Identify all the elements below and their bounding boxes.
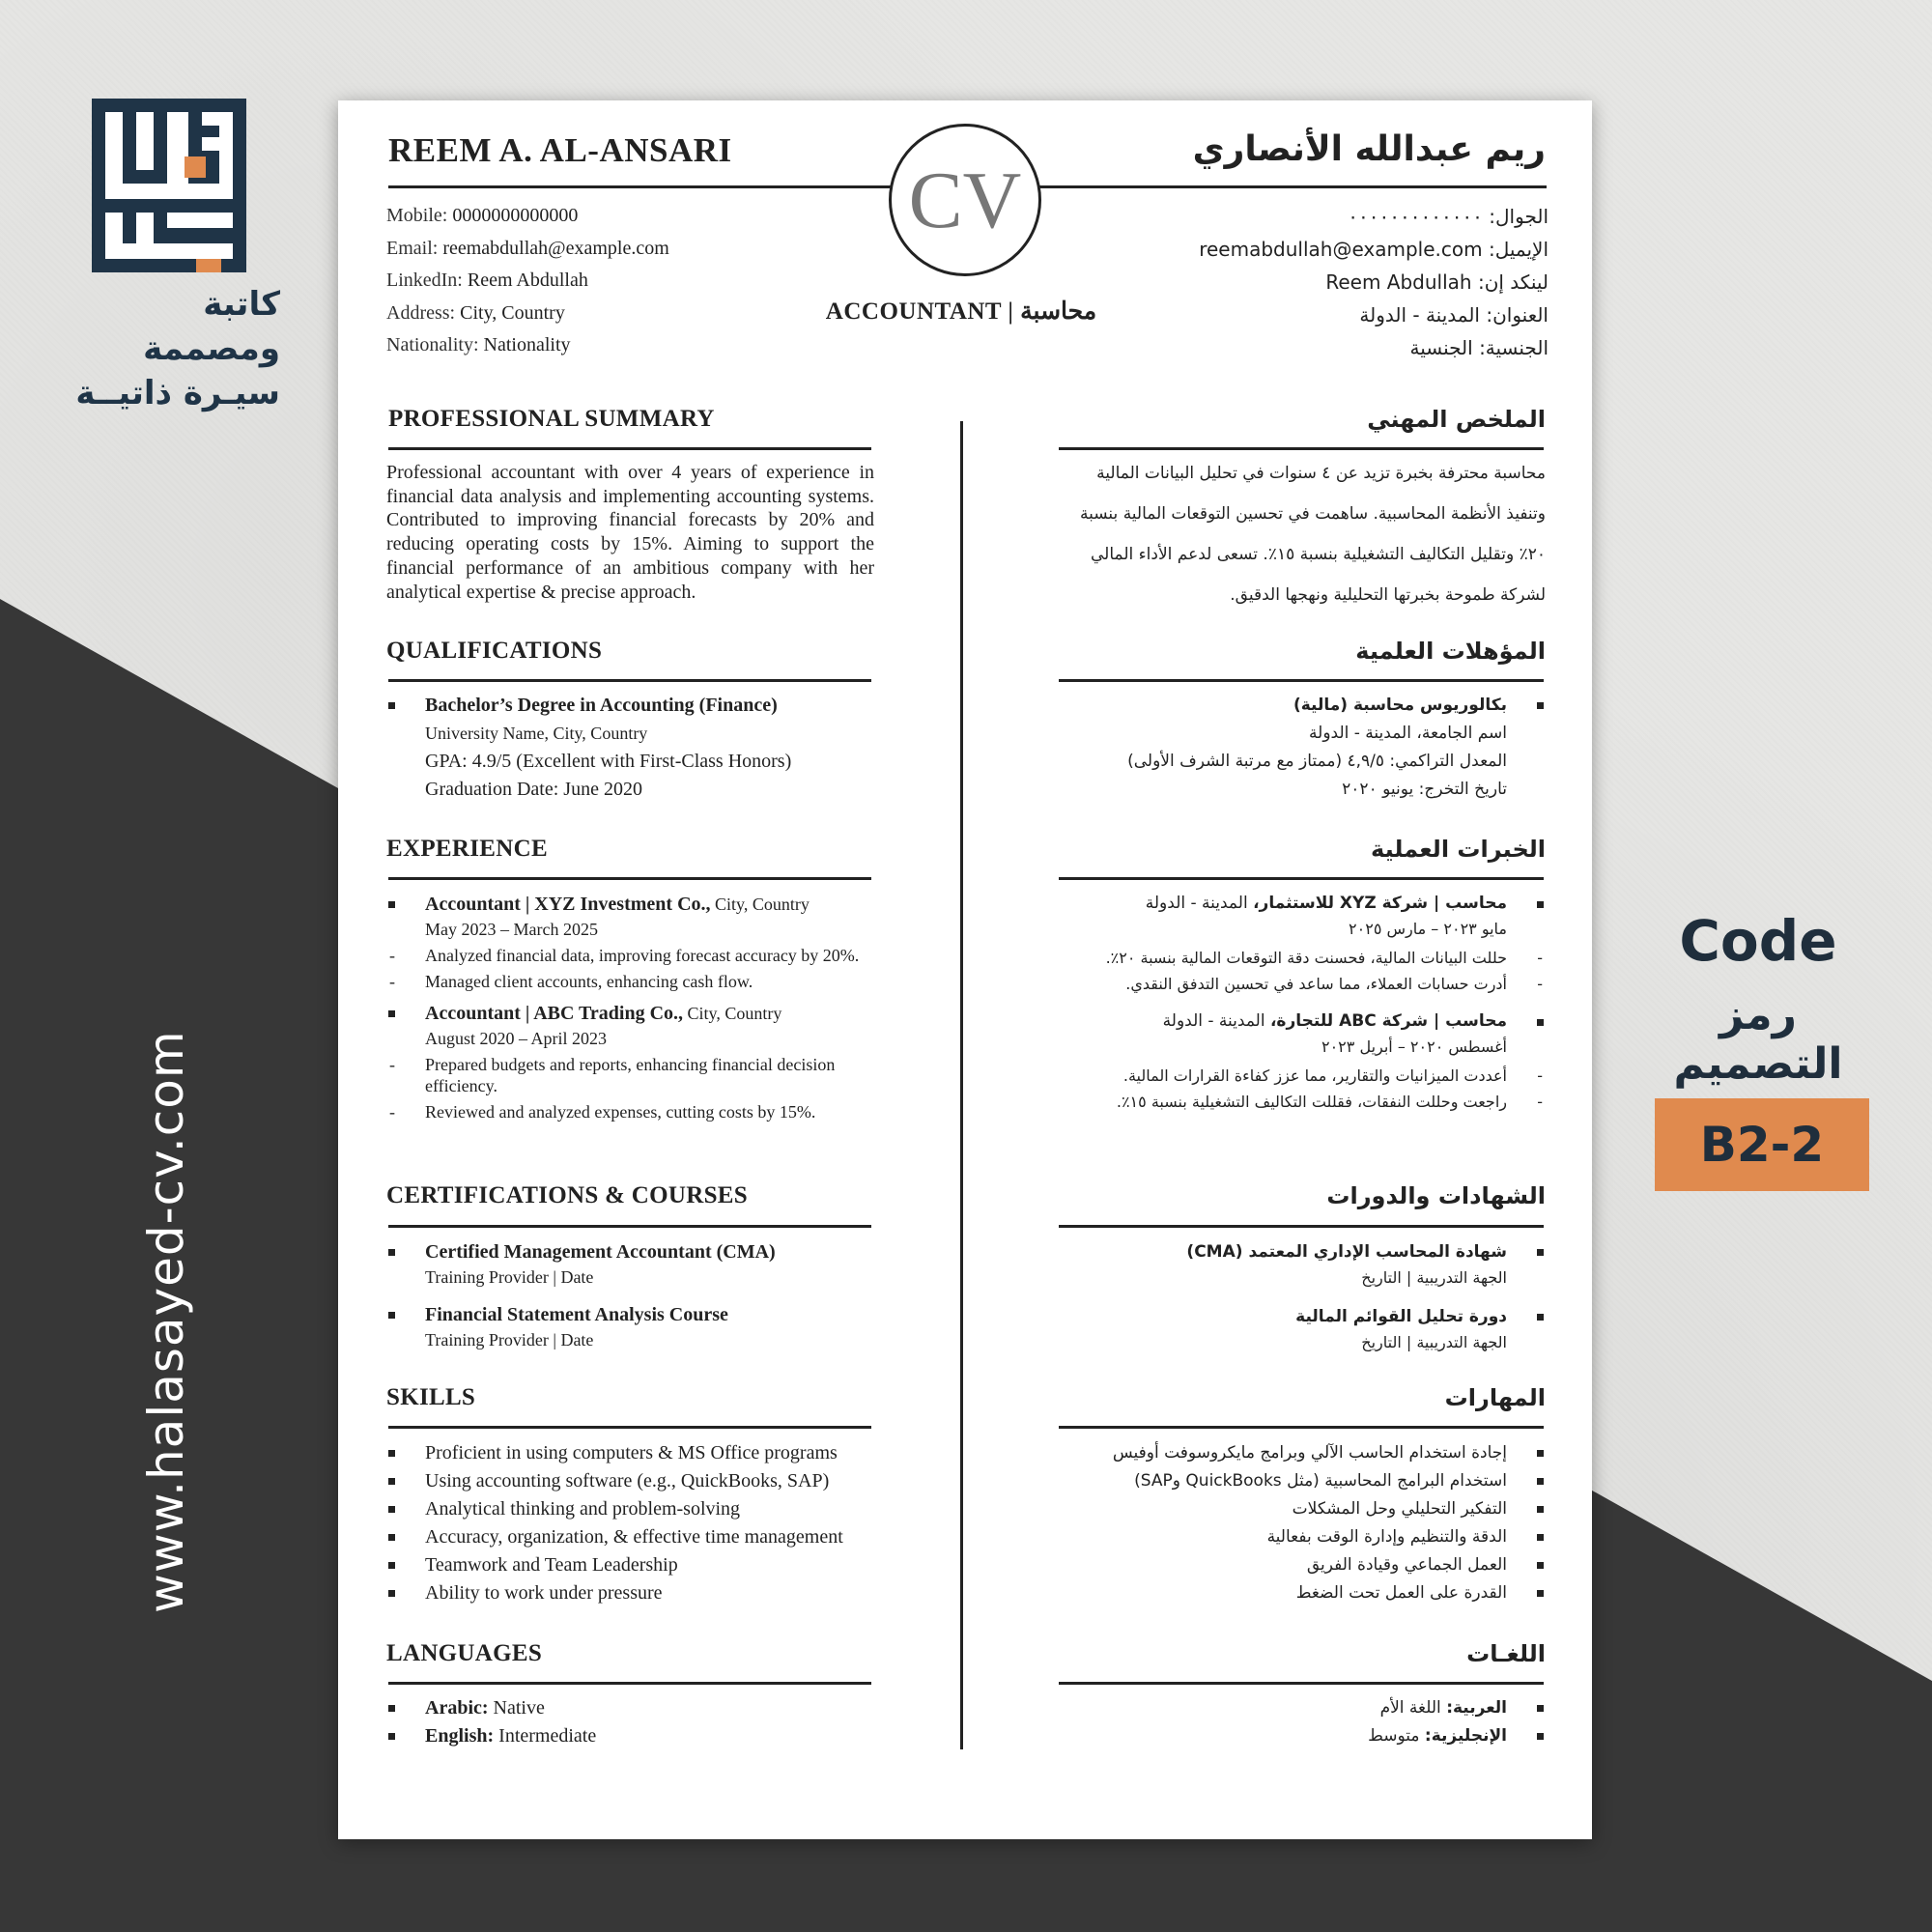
experience-detail: - Analyzed financial data, improving forecast accuracy by 20%. [386,945,874,966]
skill-item-ar: الدقة والتنظيم وإدارة الوقت بفعالية [1053,1523,1546,1551]
section-rule [388,447,871,450]
header-rule-left [388,185,939,188]
qualification-gpa-ar: المعدل التراكمي: ٤,٩/٥ (ممتاز مع مرتبة الشرف الأولى) [1127,752,1507,771]
experience-dates: May 2023 – March 2025 [425,920,598,939]
experience-dates-ar: أغسطس ٢٠٢٠ – أبريل ٢٠٢٣ [1321,1037,1507,1056]
section-title-summary-ar: الملخص المهني [1367,406,1546,433]
section-title-qualifications: QUALIFICATIONS [386,638,603,664]
languages-list [386,1694,874,1750]
skill-item: Accuracy, organization, & effective time management [386,1523,874,1551]
qualifications-block [386,692,874,804]
website-url: www.halasayed-cv.com [138,1030,194,1613]
skill-item: Analytical thinking and problem-solving [386,1495,874,1523]
summary-text-ar: محاسبة محترفة بخبرة تزيد عن ٤ سنوات في تحليل البيانات المالية وتنفيذ الأنظمة المحاسبية. ساهمت في تحسين التوقعات المالية بنسبة ٢٠٪ وتقليل التكاليف التشغيلية بنسبة ١٥٪. تسعى لدعم الأداء المالي لشركة طموحة بخبرتها التحليلية ونهجها الدقيق. [1080,464,1546,605]
qualification-degree: Bachelor’s Degree in Accounting (Finance) [386,692,874,720]
experience-detail: - Reviewed and analyzed expenses, cutting costs by 15%. [386,1101,874,1122]
experience-detail: - Prepared budgets and reports, enhancing financial decision efficiency. [386,1054,874,1096]
skill-item: Teamwork and Team Leadership [386,1551,874,1579]
experience-dates-ar: مايو ٢٠٢٣ – مارس ٢٠٢٥ [1349,920,1507,938]
brand-tagline-line2: سيـرة ذاتيــة [75,374,280,412]
section-title-summary: PROFESSIONAL SUMMARY [388,406,715,432]
certification-item: Financial Statement Analysis Course [386,1301,874,1329]
section-title-experience-ar: الخبرات العملية [1371,836,1546,863]
experience-block [386,891,874,1122]
contact-line: Mobile: 0000000000000 [386,205,579,226]
certifications-block [386,1238,874,1350]
skills-list [386,1439,874,1607]
experience-detail-ar: - راجعت وحللت النفقات، فقللت التكاليف التشغيلية بنسبة ١٥٪. [1053,1092,1546,1113]
qualification-graduation-ar: تاريخ التخرج: يونيو ٢٠٢٠ [1342,780,1507,799]
skill-item-ar: العمل الجماعي وقيادة الفريق [1053,1551,1546,1579]
skill-item-ar: التفكير التحليلي وحل المشكلات [1053,1495,1546,1523]
name-arabic: ريم عبدالله الأنصاري [1192,129,1546,169]
certification-provider-ar: الجهة التدريبية | التاريخ [1361,1268,1507,1287]
skill-item: Ability to work under pressure [386,1579,874,1607]
contact-line: لينكد إن: Reem Abdullah [1325,270,1548,294]
section-title-skills: SKILLS [386,1384,476,1410]
brand-logo [92,99,246,272]
experience-detail-ar: - أعددت الميزانيات والتقارير، مما عزز كفاءة القرارات المالية. [1053,1065,1546,1087]
contact-line: Nationality: Nationality [386,334,571,355]
column-divider [960,421,963,1749]
job-title: ACCOUNTANT | محاسبة [825,298,1097,325]
skill-item: Using accounting software (e.g., QuickBooks, SAP) [386,1467,874,1495]
section-title-skills-ar: المهارات [1444,1384,1546,1411]
qualification-graduation: Graduation Date: June 2020 [425,779,642,800]
name-english: REEM A. AL-ANSARI [388,131,732,169]
skill-item: Proficient in using computers & MS Office programs [386,1439,874,1467]
experience-item-ar: محاسب | شركة XYZ للاستثمار، المدينة - الدولة [1053,891,1546,916]
code-label: Code [1679,908,1837,974]
language-item-ar: الإنجليزية: متوسط [1053,1722,1546,1750]
experience-item-ar: محاسب | شركة ABC للتجارة، المدينة - الدولة [1053,1009,1546,1034]
experience-detail: - Managed client accounts, enhancing cash flow. [386,971,874,992]
section-rule [1059,1426,1544,1429]
section-rule [388,1682,871,1685]
section-title-qualifications-ar: المؤهلات العلمية [1355,638,1546,665]
section-rule [1059,447,1544,450]
contact-line: Address: City, Country [386,301,565,324]
skill-item-ar: إجادة استخدام الحاسب الآلي وبرامج مايكروسوفت أوفيس [1053,1439,1546,1467]
certification-provider: Training Provider | Date [425,1330,594,1350]
certification-item-ar: شهادة المحاسب الإداري المعتمد (CMA) [1053,1238,1546,1266]
qualifications-block-ar [1053,692,1546,804]
contact-english [386,200,669,362]
qualification-gpa: GPA: 4.9/5 (Excellent with First-Class Honors) [425,751,792,772]
contact-line: Email: reemabdullah@example.com [386,237,669,259]
qualification-university: University Name, City, Country [425,724,648,743]
section-rule [388,679,871,682]
language-item-ar: العربية: اللغة الأم [1053,1694,1546,1722]
section-rule [388,877,871,880]
qualification-degree-ar: بكالوريوس محاسبة (مالية) [1053,692,1546,720]
section-rule [1059,1682,1544,1685]
skill-item-ar: القدرة على العمل تحت الضغط [1053,1579,1546,1607]
brand-tagline-line1: كاتبة ومصممة [143,285,280,368]
experience-dates: August 2020 – April 2023 [425,1029,608,1048]
section-title-certifications: CERTIFICATIONS & COURSES [386,1182,748,1208]
design-code-badge: B2-2 [1655,1098,1869,1191]
section-title-languages: LANGUAGES [386,1640,543,1666]
contact-line: العنوان: المدينة - الدولة [1359,303,1548,327]
skills-list-ar [1053,1439,1546,1607]
qualification-university-ar: اسم الجامعة، المدينة - الدولة [1309,724,1507,743]
language-item: Arabic: Native [386,1694,874,1722]
contact-line: الإيميل: reemabdullah@example.com [1199,238,1548,261]
experience-item: Accountant | XYZ Investment Co., City, Country [386,891,874,919]
code-label-arabic: رمز التصميم [1673,990,1843,1089]
section-rule [1059,679,1544,682]
certification-provider-ar: الجهة التدريبية | التاريخ [1361,1333,1507,1351]
section-rule [1059,1225,1544,1228]
contact-line: LinkedIn: Reem Abdullah [386,270,588,291]
experience-item: Accountant | ABC Trading Co., City, Country [386,1000,874,1028]
section-rule [388,1225,871,1228]
contact-line: الجوال: ٠٠٠٠٠٠٠٠٠٠٠٠٠ [1348,205,1548,228]
experience-detail-ar: - أدرت حسابات العملاء، مما ساعد في تحسين التدفق النقدي. [1053,974,1546,995]
certification-item: Certified Management Accountant (CMA) [386,1238,874,1266]
section-title-experience: EXPERIENCE [386,836,548,862]
cv-emblem: CV [889,124,1041,276]
section-rule [388,1426,871,1429]
contact-arabic [1199,200,1548,364]
header-rule-right [1038,185,1547,188]
cv-sheet [338,100,1592,1839]
section-title-languages-ar: اللغـات [1466,1640,1546,1667]
certifications-block-ar [1053,1238,1546,1354]
section-title-certifications-ar: الشهادات والدورات [1326,1182,1546,1209]
contact-line: الجنسية: الجنسية [1409,336,1548,359]
certification-item-ar: دورة تحليل القوائم المالية [1053,1303,1546,1331]
languages-list-ar [1053,1694,1546,1750]
certification-provider: Training Provider | Date [425,1267,594,1287]
brand-tagline [58,282,280,415]
language-item: English: Intermediate [386,1722,874,1750]
experience-block-ar [1053,891,1546,1113]
section-rule [1059,877,1544,880]
experience-detail-ar: - حللت البيانات المالية، فحسنت دقة التوقعات المالية بنسبة ٢٠٪. [1053,948,1546,969]
skill-item-ar: استخدام البرامج المحاسبية (مثل QuickBooks وSAP) [1053,1467,1546,1495]
summary-text: Professional accountant with over 4 years of experience in financial data analysis and implementing accounting systems. Contributed to improving financial forecasts by 20% and reducing operating costs by 15%. Aiming to support the financial performance of an ambitious company with her analytical expertise & precise approach. [386,462,874,603]
